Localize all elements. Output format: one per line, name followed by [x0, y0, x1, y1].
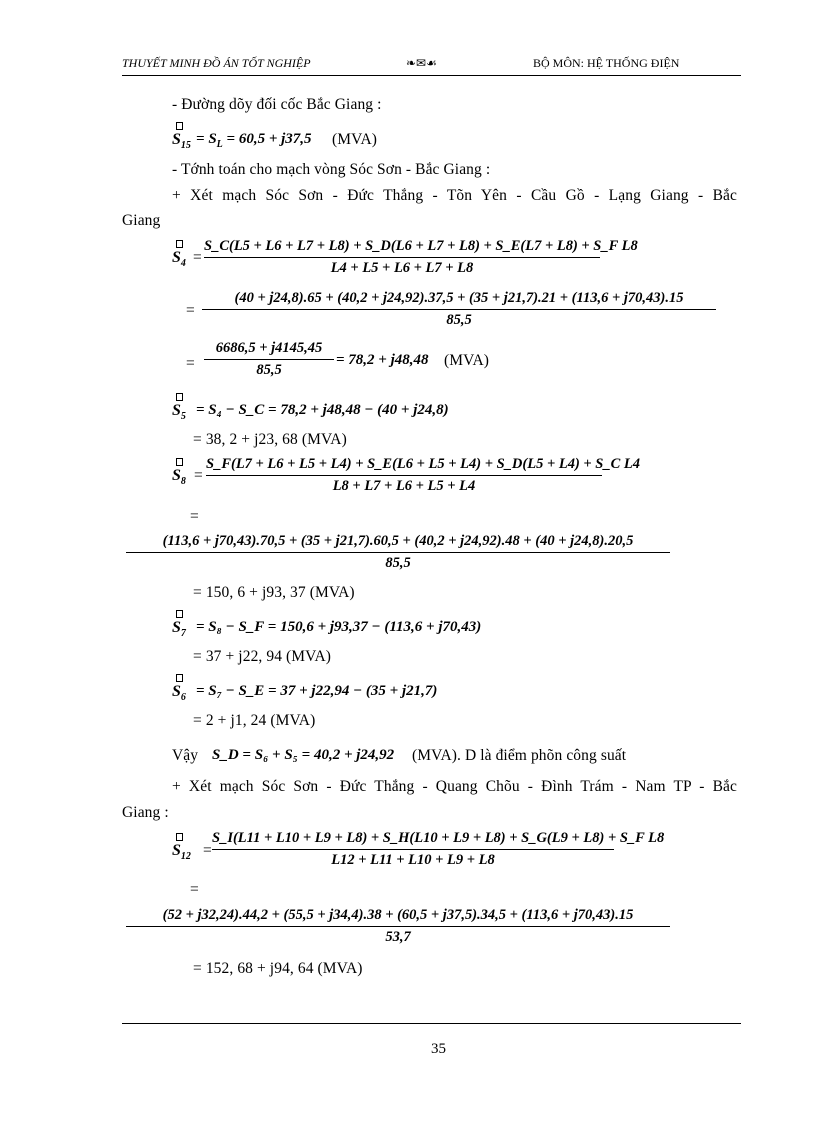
eq-sign: =: [203, 842, 212, 859]
text-line-2: - Tớnh toán cho mạch vòng Sóc Sơn - Bắc Giang :: [172, 161, 491, 178]
eq-sign: =: [193, 249, 202, 266]
sd-equation: S_D = S₆ + S₅ = 40,2 + j24,92: [212, 747, 395, 763]
eq-sign: =: [190, 508, 199, 525]
text-line-4a: + Xét mạch Sóc Sơn - Đức Thắng - Quang Chõu - Đình Trám - Nam TP - Bắc: [172, 778, 737, 795]
fraction-s4-values: (40 + j24,8).65 + (40,2 + j24,92).37,5 + (35 + j21,7).21 + (113,6 + j70,43).15 85,5: [202, 290, 716, 329]
text-line-3b: Giang: [122, 212, 161, 229]
s7-result: = 37 + j22, 94 (MVA): [193, 648, 332, 665]
symbol-s8: $S_8$: [172, 467, 186, 485]
text-vay-conclusion: (MVA). D là điểm phõn công suất: [412, 747, 627, 764]
symbol-s15: $S_{15}$: [172, 131, 191, 149]
text-line-4b: Giang :: [122, 804, 169, 821]
s6-result: = 2 + j1, 24 (MVA): [193, 712, 316, 729]
fraction-denominator: L4 + L5 + L6 + L7 + L8: [330, 260, 474, 276]
eq-sign: =: [190, 881, 199, 898]
fraction-s12-formula: S_I(L11 + L10 + L9 + L8) + S_H(L10 + L9 + L8) + S_G(L9 + L8) + S_F L8 L12 + L11 + L10 + L9 + L8: [212, 830, 665, 868]
symbol-s12: $S_{12}$: [172, 842, 191, 860]
fraction-numerator: S_C(L5 + L6 + L7 + L8) + S_D(L6 + L7 + L8) + S_E(L7 + L8) + S_F L8: [204, 238, 638, 254]
page-number: 35: [431, 1041, 446, 1057]
fraction-s8-formula: S_F(L7 + L6 + L5 + L4) + S_E(L6 + L5 + L4) + S_D(L5 + L4) + S_C L4 L8 + L7 + L6 + L5 + L4: [206, 456, 641, 494]
s4-result: = 78,2 + j48,48: [336, 352, 429, 368]
symbol-s4: $S_4$: [172, 249, 186, 267]
fraction-s4-sum: 6686,5 + j4145,45 85,5: [204, 340, 334, 379]
symbol-s5: $S_5$: [172, 402, 186, 420]
footer-rule: [122, 1023, 741, 1024]
symbol-s6: $S_6$: [172, 683, 186, 701]
eq-sign: =: [186, 355, 195, 372]
unit-mva: (MVA): [444, 352, 489, 369]
text-vay: Vậy: [172, 747, 199, 764]
s8-result: = 150, 6 + j93, 37 (MVA): [193, 584, 355, 601]
header-department: BỘ MÔN: HỆ THỐNG ĐIỆN: [533, 56, 680, 70]
eq-s15-value: = $S_L = 60,5 + j37,5$: [196, 131, 312, 150]
s5-equation: = S₄ − S_C = 78,2 + j48,48 − (40 + j24,8): [196, 402, 449, 418]
header-title: THUYẾT MINH ĐỒ ÁN TỐT NGHIỆP: [122, 56, 311, 70]
text-line-3a: + Xét mạch Sóc Sơn - Đức Thắng - Tõn Yên - Cầu Gồ - Lạng Giang - Bắc: [172, 187, 737, 204]
s6-equation: = S₇ − S_E = 37 + j22,94 − (35 + j21,7): [196, 683, 438, 699]
fraction-s4-formula: [204, 238, 638, 277]
header-ornament-icon: ❧✉☙: [406, 56, 437, 70]
s5-result: = 38, 2 + j23, 68 (MVA): [193, 431, 347, 448]
fraction-s12-values: (52 + j32,24).44,2 + (55,5 + j34,4).38 + (60,5 + j37,5).34,5 + (113,6 + j70,43).15 53,7: [126, 907, 670, 946]
unit-mva: (MVA): [332, 131, 377, 148]
s7-equation: = S₈ − S_F = 150,6 + j93,37 − (113,6 + j70,43): [196, 619, 482, 635]
symbol-s7: $S_7$: [172, 619, 186, 637]
fraction-s8-values: (113,6 + j70,43).70,5 + (35 + j21,7).60,5 + (40,2 + j24,92).48 + (40 + j24,8).20,5 85,5: [126, 533, 670, 572]
s12-result: = 152, 68 + j94, 64 (MVA): [193, 960, 363, 977]
eq-sign: =: [194, 467, 203, 484]
eq-sign: =: [186, 302, 195, 319]
header-rule: [122, 75, 741, 76]
text-line-1: - Đường dõy đối cốc Bắc Giang :: [172, 96, 382, 113]
